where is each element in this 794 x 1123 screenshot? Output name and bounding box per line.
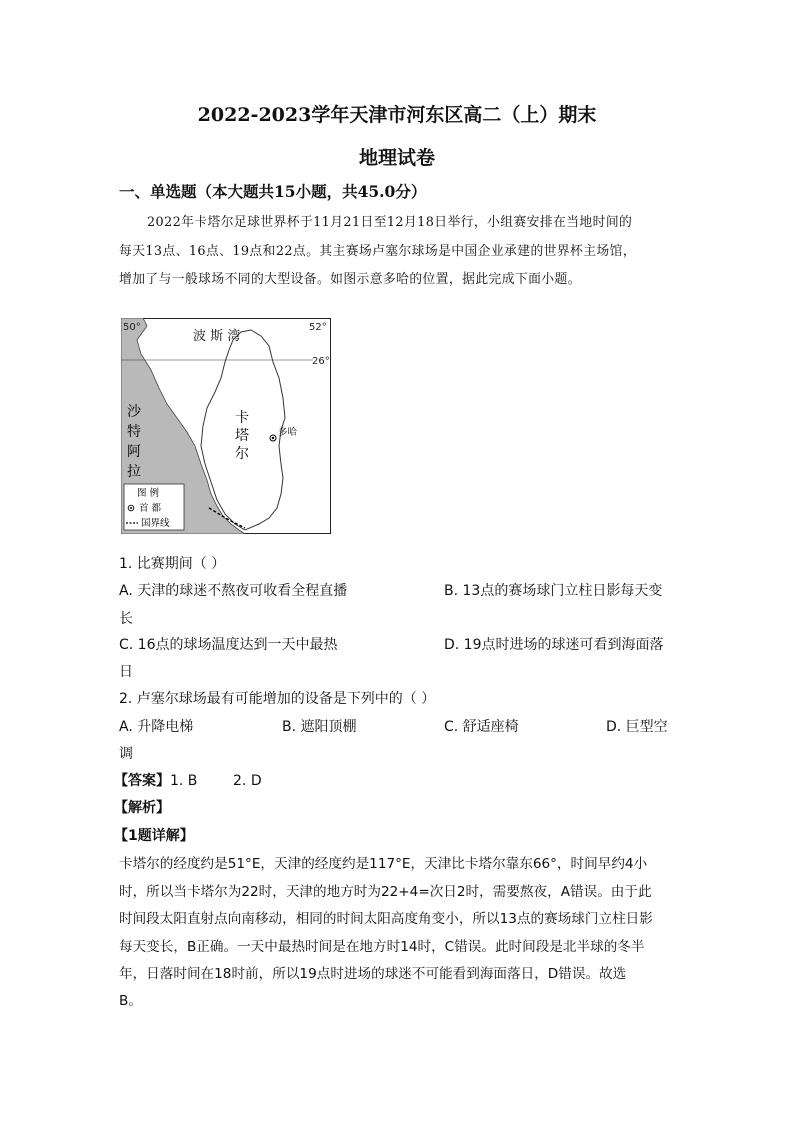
detail-tag: 【1题详解】 xyxy=(114,828,194,844)
intro-line-3: 增加了与一般球场不同的大型设备。如图示意多哈的位置，据此完成下面小题。 xyxy=(119,272,581,287)
q2-option-d-cont: 调 xyxy=(119,746,133,762)
q2-stem: 2. 卢塞尔球场最有可能增加的设备是下列中的（ ） xyxy=(119,691,436,707)
q1-option-b: B. 13点的赛场球门立柱日影每天变 xyxy=(444,583,663,599)
answer-text: 1. B 2. D xyxy=(170,773,262,789)
intro-line-1: 2022年卡塔尔足球世界杯于11月21日至12月18日举行，小组赛安排在当地时间的 xyxy=(147,215,633,230)
legend-capital: 首 都 xyxy=(139,503,162,514)
answer-tag: 【答案】 xyxy=(114,773,170,789)
analysis-tag: 【解析】 xyxy=(114,800,170,816)
q1-option-d: D. 19点时进场的球迷可看到海面落 xyxy=(444,637,664,653)
document-subtitle: 地理试卷 xyxy=(358,147,435,169)
lat-label: 26° xyxy=(312,356,330,367)
q1-option-d-cont: 日 xyxy=(119,664,133,680)
q2-option-d: D. 巨型空 xyxy=(606,719,668,735)
persian-gulf-label: 波 斯 湾 xyxy=(193,329,241,344)
saudi-label-1: 沙 xyxy=(127,404,141,420)
document-title: 2022-2023学年天津市河东区高二（上）期末 xyxy=(197,104,597,126)
q1-option-c: C. 16点的球场温度达到一天中最热 xyxy=(119,637,338,653)
saudi-label-2: 特 xyxy=(127,424,141,440)
saudi-label-4: 拉 xyxy=(127,464,141,480)
doha-label: 多哈 xyxy=(278,427,298,438)
qatar-label-3: 尔 xyxy=(235,446,249,462)
lon-left-label: 50° xyxy=(123,322,141,333)
qatar-label-2: 塔 xyxy=(235,428,249,444)
lon-right-label: 52° xyxy=(309,322,327,333)
q1-option-a: A. 天津的球迷不熬夜可收看全程直播 xyxy=(119,583,348,599)
q2-option-c: C. 舒适座椅 xyxy=(444,719,519,735)
analysis-line-3: 时间段太阳直射点向南移动，相同的时间太阳高度角变小，所以13点的赛场球门立柱日影 xyxy=(119,911,653,927)
answer-row xyxy=(114,770,262,790)
analysis-line-6: B。 xyxy=(119,993,142,1009)
analysis-line-1: 卡塔尔的经度约是51°E，天津的经度约是117°E，天津比卡塔尔靠东66°，时间早约4小 xyxy=(119,856,648,872)
q1-stem: 1. 比赛期间（ ） xyxy=(119,556,226,572)
analysis-line-2: 时，所以当卡塔尔为22时，天津的地方时为22+4=次日2时，需要熬夜，A错误。由于此 xyxy=(119,884,652,900)
q1-option-b-cont: 长 xyxy=(119,611,133,627)
q2-option-b: B. 遮阳顶棚 xyxy=(282,719,357,735)
q2-option-a: A. 升降电梯 xyxy=(119,719,194,735)
legend-title: 图 例 xyxy=(137,488,160,499)
section-heading: 一、单选题（本大题共15小题，共45.0分） xyxy=(119,182,427,201)
analysis-line-5: 年，日落时间在18时前，所以19点时进场的球迷不可能看到海面落日，D错误。故选 xyxy=(119,966,627,982)
qatar-label-1: 卡 xyxy=(235,410,249,426)
qatar-location-map xyxy=(121,318,331,534)
intro-line-2: 每天13点、16点、19点和22点。其主赛场卢塞尔球场是中国企业承建的世界杯主场馆， xyxy=(119,244,637,259)
saudi-label-3: 阿 xyxy=(127,444,141,460)
legend-border: 国界线 xyxy=(141,518,170,529)
analysis-line-4: 每天变长，B正确。一天中最热时间是在地方时14时，C错误。此时间段是北半球的冬半 xyxy=(119,939,645,955)
